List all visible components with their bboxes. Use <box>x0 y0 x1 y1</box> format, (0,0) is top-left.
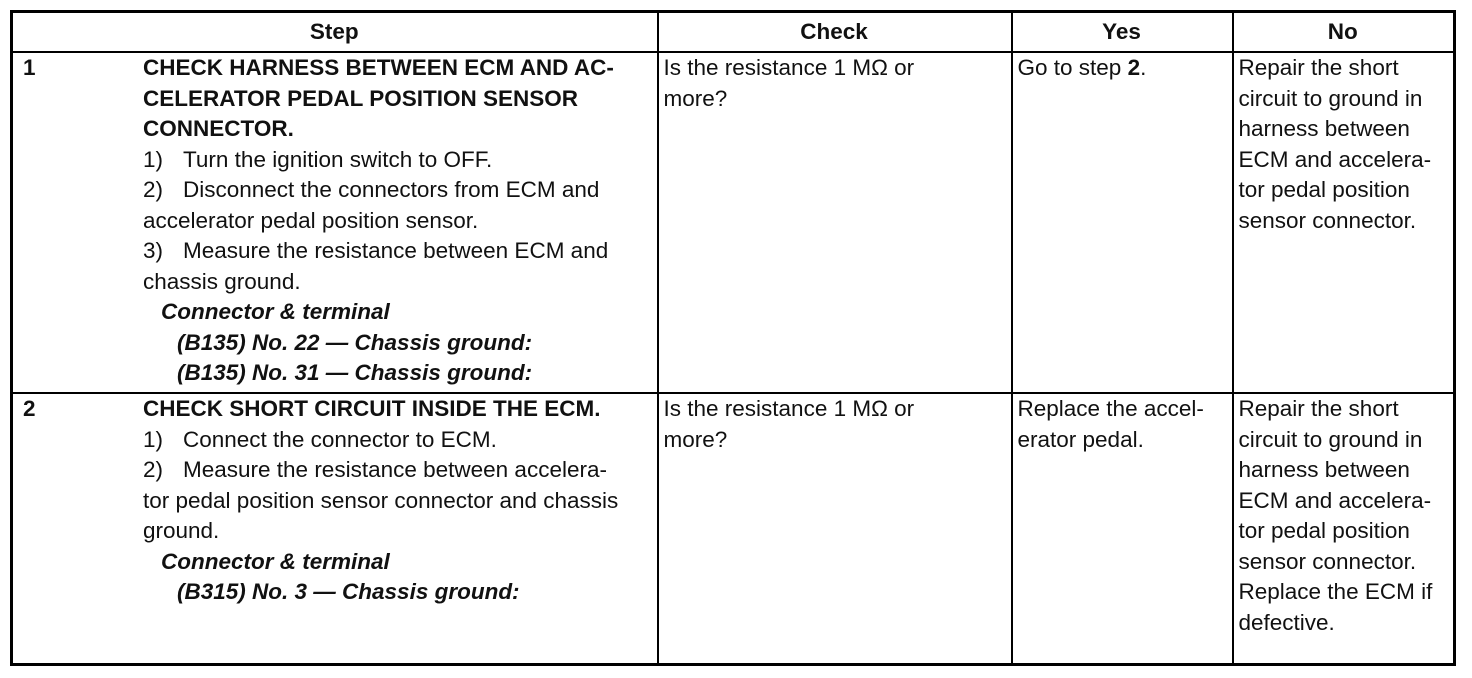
procedure-item-continued: ground. <box>143 518 220 543</box>
procedure-item: 2) Disconnect the connectors from ECM and <box>143 177 600 202</box>
step-body <box>143 53 651 389</box>
table-row <box>12 393 1455 665</box>
procedure-item-continued: accelerator pedal position sensor. <box>143 207 479 233</box>
procedure-item-continued: chassis ground. <box>143 268 301 294</box>
yes-cell: Replace the accel- erator pedal. <box>1012 393 1233 665</box>
no-cell: Repair the short circuit to ground in harness between ECM and accelera- tor pedal position sensor connector. Replace the ECM if defective. <box>1233 393 1455 665</box>
no-cell: Repair the short circuit to ground in harness between ECM and accelera- tor pedal position sensor connector. <box>1233 52 1455 393</box>
header-yes: Yes <box>1012 12 1233 53</box>
connector-spec: (B315) No. 3 — Chassis ground: <box>177 579 520 604</box>
procedure-item: 1) Turn the ignition switch to OFF. <box>143 146 493 172</box>
step-cell <box>12 52 658 393</box>
step-cell <box>12 393 658 665</box>
check-cell: Is the resistance 1 MΩ or more? <box>658 393 1012 665</box>
step-title-line: CELERATOR PEDAL POSITION SENSOR <box>143 85 579 111</box>
table-row <box>12 52 1455 393</box>
header-row <box>12 12 1455 53</box>
header-step: Step <box>12 12 658 53</box>
procedure-item: 3) Measure the resistance between ECM and <box>143 238 609 263</box>
connector-heading: Connector & terminal <box>161 299 390 324</box>
step-title-line: CONNECTOR. <box>143 116 294 141</box>
check-cell: Is the resistance 1 MΩ or more? <box>658 52 1012 393</box>
connector-spec: (B135) No. 22 — Chassis ground: <box>177 329 533 355</box>
step-number: 1 <box>23 55 36 80</box>
diagnostic-table-container <box>10 10 1456 666</box>
step-reference: 2 <box>1127 55 1141 80</box>
diagnostic-table <box>10 10 1456 666</box>
step-number: 2 <box>23 396 36 421</box>
connector-heading: Connector & terminal <box>161 548 390 574</box>
yes-cell: Go to step 2. <box>1012 52 1233 393</box>
connector-spec: (B135) No. 31 — Chassis ground: <box>177 360 533 385</box>
procedure-item: 2) Measure the resistance between accelera- <box>143 457 607 482</box>
procedure-item-continued: tor pedal position sensor connector and chassis <box>143 487 619 513</box>
header-check: Check <box>658 12 1012 53</box>
step-body <box>143 394 651 608</box>
procedure-item: 1) Connect the connector to ECM. <box>143 426 497 452</box>
header-no: No <box>1233 12 1455 53</box>
step-title-line: CHECK HARNESS BETWEEN ECM AND AC- <box>143 55 614 80</box>
step-title-line: CHECK SHORT CIRCUIT INSIDE THE ECM. <box>143 396 601 421</box>
